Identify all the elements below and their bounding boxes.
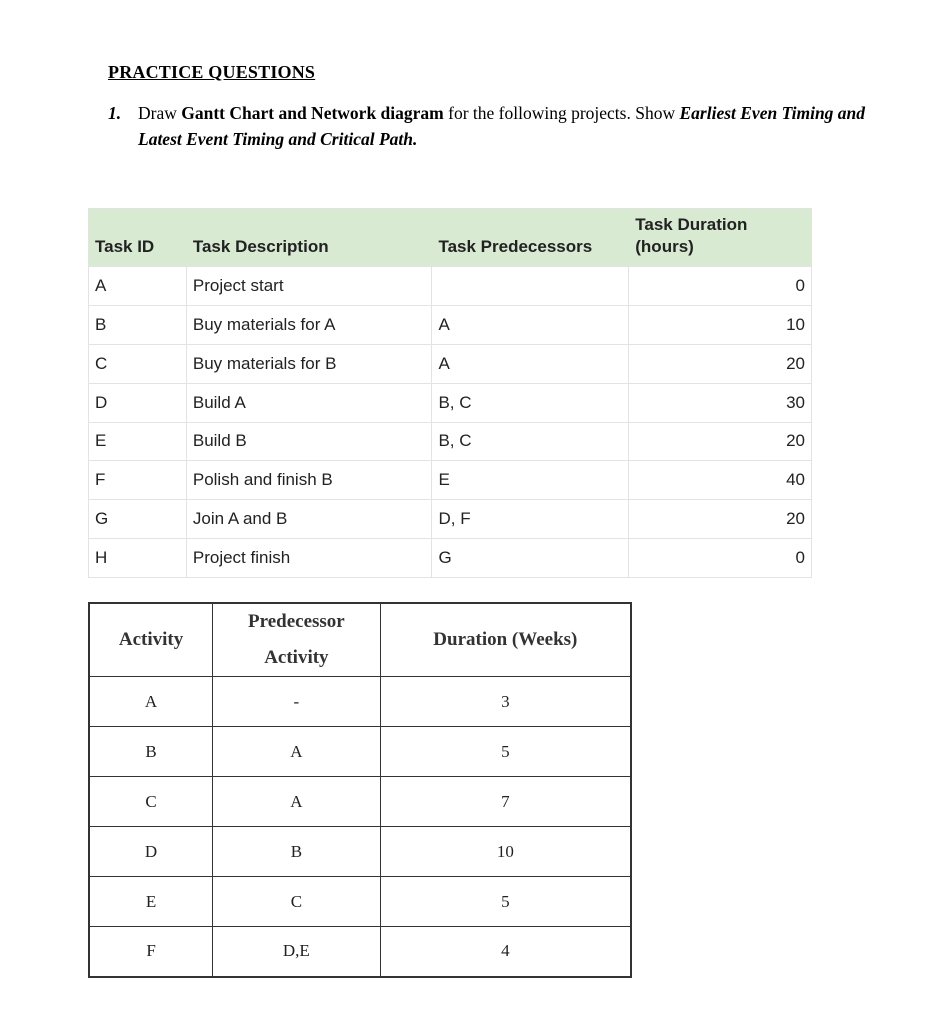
task-predecessors-cell: B, C	[432, 422, 629, 461]
task-id-cell: F	[89, 461, 187, 500]
task-predecessors-cell	[432, 267, 629, 306]
task-predecessors-cell: G	[432, 539, 629, 578]
task-duration-cell: 10	[629, 305, 812, 344]
table-row	[89, 305, 812, 344]
duration-cell: 5	[380, 877, 631, 927]
task-duration-cell: 0	[629, 267, 812, 306]
task-id-cell: G	[89, 500, 187, 539]
question-text-bold-italic: Earliest Even Timing and Latest Event Timing and Critical Path.	[138, 103, 866, 149]
predecessor-cell: A	[213, 727, 381, 777]
question-text-bold: Gantt Chart and Network diagram	[181, 103, 444, 123]
task-duration-cell: 0	[629, 539, 812, 578]
task-id-cell: B	[89, 305, 187, 344]
table-row	[89, 539, 812, 578]
table-row	[89, 877, 631, 927]
task-duration-cell: 20	[629, 422, 812, 461]
activity-cell: D	[89, 827, 213, 877]
table-row	[89, 344, 812, 383]
task-predecessors-cell: E	[432, 461, 629, 500]
table-row	[89, 267, 812, 306]
task-id-cell: H	[89, 539, 187, 578]
table-row	[89, 422, 812, 461]
task-description-cell: Buy materials for B	[186, 344, 432, 383]
activity-table-header-row	[89, 603, 631, 677]
question-text	[138, 100, 868, 152]
task-duration-cell: 20	[629, 500, 812, 539]
activity-cell: A	[89, 677, 213, 727]
task-description-cell: Project start	[186, 267, 432, 306]
predecessor-cell: A	[213, 777, 381, 827]
header-task-duration-line2: (hours)	[635, 236, 694, 256]
header-predecessor-line1: Predecessor	[248, 611, 345, 632]
duration-cell: 10	[380, 827, 631, 877]
duration-cell: 3	[380, 677, 631, 727]
question-text-part1: Draw	[138, 103, 182, 123]
task-predecessors-cell: B, C	[432, 383, 629, 422]
table-row	[89, 500, 812, 539]
table-row	[89, 777, 631, 827]
header-task-description: Task Description	[186, 209, 432, 267]
task-duration-cell: 30	[629, 383, 812, 422]
duration-cell: 5	[380, 727, 631, 777]
task-table	[88, 208, 812, 578]
task-id-cell: D	[89, 383, 187, 422]
table-row	[89, 927, 631, 977]
predecessor-cell: B	[213, 827, 381, 877]
predecessor-cell: C	[213, 877, 381, 927]
header-task-id: Task ID	[89, 209, 187, 267]
task-description-cell: Join A and B	[186, 500, 432, 539]
activity-cell: F	[89, 927, 213, 977]
question-text-part2: for the following projects. Show	[443, 103, 680, 123]
task-predecessors-cell: A	[432, 305, 629, 344]
task-id-cell: E	[89, 422, 187, 461]
task-description-cell: Project finish	[186, 539, 432, 578]
activity-cell: E	[89, 877, 213, 927]
predecessor-cell: D,E	[213, 927, 381, 977]
question-1	[108, 100, 868, 152]
duration-cell: 7	[380, 777, 631, 827]
table-row	[89, 677, 631, 727]
task-id-cell: C	[89, 344, 187, 383]
header-task-predecessors: Task Predecessors	[432, 209, 629, 267]
task-predecessors-cell: A	[432, 344, 629, 383]
header-activity: Activity	[89, 603, 213, 677]
question-number: 1.	[108, 103, 122, 123]
header-predecessor-line2: Activity	[264, 647, 329, 668]
activity-table	[88, 602, 632, 978]
predecessor-cell: -	[213, 677, 381, 727]
table-row	[89, 383, 812, 422]
task-description-cell: Buy materials for A	[186, 305, 432, 344]
header-task-duration-line1: Task Duration	[635, 214, 748, 234]
task-duration-cell: 20	[629, 344, 812, 383]
table-row	[89, 827, 631, 877]
table-row	[89, 461, 812, 500]
page-heading: PRACTICE QUESTIONS	[108, 62, 316, 82]
task-table-header-row	[89, 209, 812, 267]
header-task-duration	[629, 209, 812, 267]
task-predecessors-cell: D, F	[432, 500, 629, 539]
task-description-cell: Polish and finish B	[186, 461, 432, 500]
activity-cell: C	[89, 777, 213, 827]
duration-cell: 4	[380, 927, 631, 977]
task-duration-cell: 40	[629, 461, 812, 500]
task-description-cell: Build A	[186, 383, 432, 422]
table-row	[89, 727, 631, 777]
task-description-cell: Build B	[186, 422, 432, 461]
activity-cell: B	[89, 727, 213, 777]
header-duration-weeks: Duration (Weeks)	[380, 603, 631, 677]
header-predecessor-activity	[213, 603, 381, 677]
task-id-cell: A	[89, 267, 187, 306]
